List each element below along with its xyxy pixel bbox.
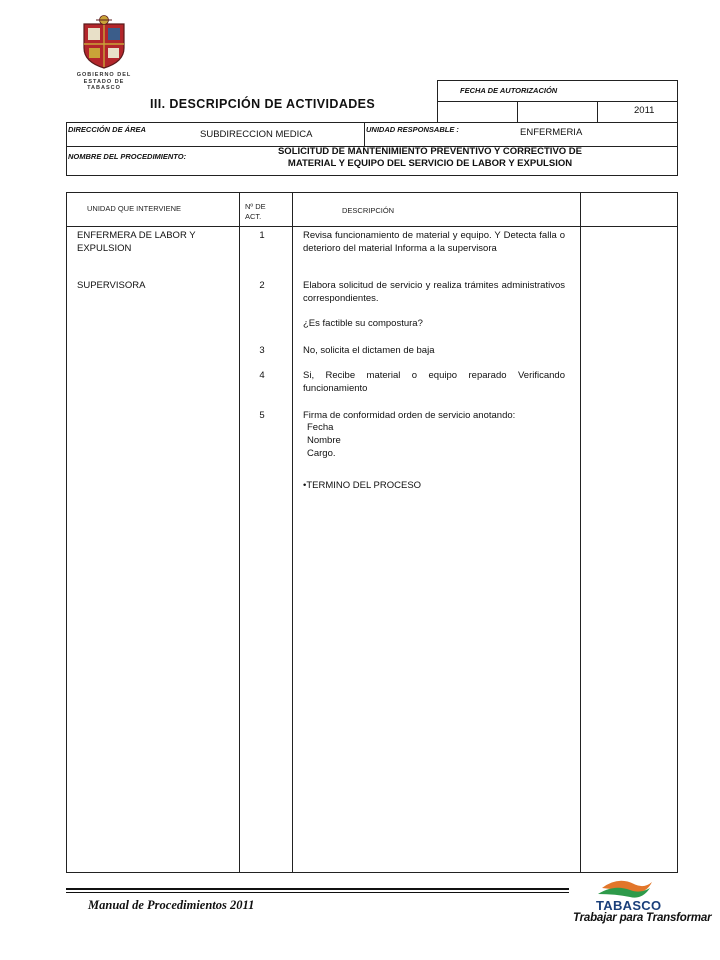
col-header-num-b: ACT. xyxy=(245,212,262,221)
unidad-responsable-value: ENFERMERIA xyxy=(520,127,583,138)
act-desc-5-nombre: Nombre xyxy=(307,435,341,446)
procedimiento-line-1: SOLICITUD DE MANTENIMIENTO PREVENTIVO Y CORRECTIVO DE xyxy=(277,146,583,157)
footer-rule-thin xyxy=(66,892,569,893)
section-title: III. DESCRIPCIÓN DE ACTIVIDADES xyxy=(150,97,376,111)
fecha-month-cell xyxy=(517,101,598,123)
header-divider xyxy=(67,226,677,227)
fecha-autorizacion-label: FECHA DE AUTORIZACIÓN xyxy=(460,86,558,95)
unit-supervisora: SUPERVISORA xyxy=(77,280,146,291)
fecha-year-value: 2011 xyxy=(634,105,655,116)
act-desc-3: No, solicita el dictamen de baja xyxy=(303,345,435,356)
footer-rule-thick xyxy=(66,888,569,890)
col-divider-3 xyxy=(580,193,581,872)
act-number-2: 2 xyxy=(259,280,265,291)
gov-line-1: GOBIERNO DEL xyxy=(76,72,132,78)
act-desc-5: Firma de conformidad orden de servicio anotando: xyxy=(303,410,516,421)
government-caption xyxy=(66,72,142,92)
act-question: ¿Es factible su compostura? xyxy=(303,318,423,329)
footer-brand: TABASCO xyxy=(596,898,662,913)
footer-slogan: Trabajar para Transformar xyxy=(573,912,712,924)
unidad-responsable-label: UNIDAD RESPONSABLE : xyxy=(366,125,459,134)
gov-line-3: TABASCO xyxy=(87,85,121,91)
direccion-value: SUBDIRECCION MEDICA xyxy=(200,129,313,140)
unit-enfermera: ENFERMERA DE LABOR Y EXPULSION xyxy=(77,230,196,254)
act-number-5: 5 xyxy=(259,410,265,421)
col-header-unidad: UNIDAD QUE INTERVIENE xyxy=(87,204,182,213)
act-desc-1: Revisa funcionamiento de material y equipo. Y Detecta falla o deterioro del material Informa a la supervisora xyxy=(303,230,565,254)
procedimiento-line-2: MATERIAL Y EQUIPO DEL SERVICIO DE LABOR Y EXPULSION xyxy=(287,158,573,169)
procedimiento-label: NOMBRE DEL PROCEDIMIENTO: xyxy=(68,152,187,161)
gov-line-2: ESTADO DE xyxy=(83,78,125,85)
act-desc-5-fecha: Fecha xyxy=(307,422,334,433)
state-crest-icon xyxy=(78,14,130,70)
act-desc-2: Elabora solicitud de servicio y realiza trámites administrativos correspondientes. xyxy=(303,280,565,304)
col-divider-1 xyxy=(239,193,240,872)
act-number-1: 1 xyxy=(259,230,265,241)
act-desc-5-cargo: Cargo. xyxy=(307,448,336,459)
act-number-4: 4 xyxy=(259,370,265,381)
footer-manual-title: Manual de Procedimientos 2011 xyxy=(88,898,255,912)
act-number-3: 3 xyxy=(259,345,265,356)
fecha-day-cell xyxy=(437,101,518,123)
col-header-descripcion: DESCRIPCIÓN xyxy=(342,206,395,215)
col-divider-2 xyxy=(292,193,293,872)
procedimiento-value xyxy=(240,146,620,170)
col-header-num-a: Nº DE xyxy=(245,202,266,211)
activities-table xyxy=(66,192,678,873)
direccion-label: DIRECCIÓN DE ÁREA xyxy=(68,125,146,134)
act-desc-4: Si, Recibe material o equipo reparado Verificando funcionamiento xyxy=(303,370,565,394)
end-of-process: •TERMINO DEL PROCESO xyxy=(303,480,422,491)
